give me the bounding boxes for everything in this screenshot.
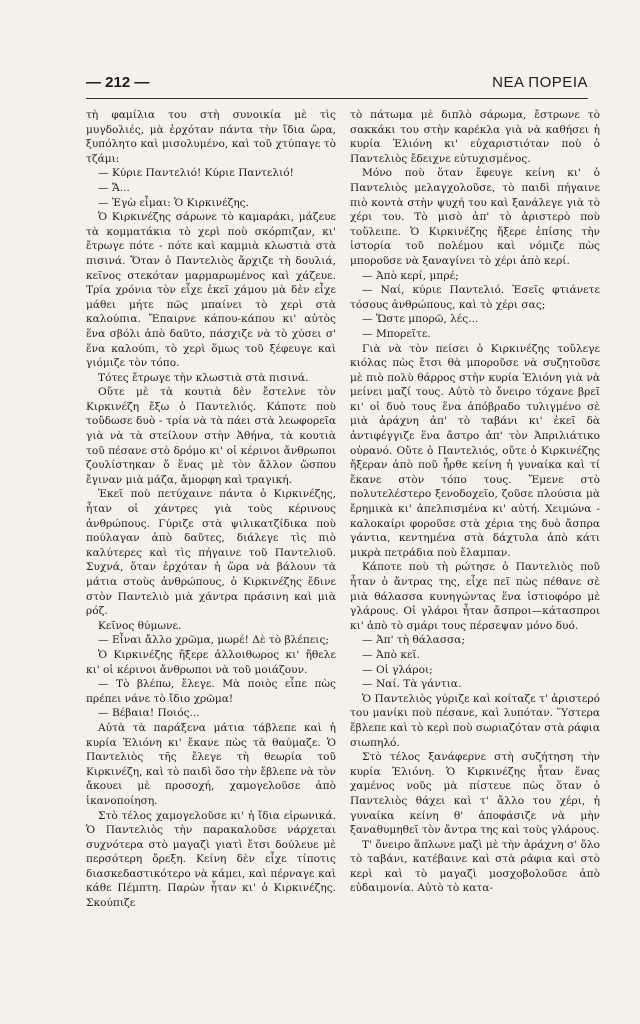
paragraph: Κάποτε ποὺ τὴ ρώτησε ὁ Παντελιὸς ποῦ ἦταν ὁ ἄντρας της, εἶχε πεῖ πὼς πέθανε σὲ μιὰ θάλασσα κυνηγώντας ἕνα ἱστιοφόρο μὲ γλάρους. Οἱ γλάροι ἦταν ἄσπροι—κάτασπροι κι' ἀπὸ τὸ σμάρι τους πέρσεψαν μόνο δυό. xyxy=(350,561,600,632)
paragraph: Οὔτε μὲ τὰ κουτιὰ δὲν ἔστελνε τὸν Κιρκινέζη ἔξω ὁ Παντελιός. Κάποτε ποὺ τοὔδωσε δυὸ - τρία νὰ τὰ πάει στὰ λεωφορεῖα γιὰ νὰ τὰ στείλουν στὴν Ἀθήνα, τὰ κουτιὰ τοῦ πέσανε στὸ δρόμο κι' οἱ κέρινοι ἄνθρωποι ζουλίστηκαν ὅ ἕνας μὲ τὸν ἄλλον ὥσπου ἔγιναν μιὰ μάζα, ἄμορφη καὶ τραγική. xyxy=(86,386,336,486)
dialogue-line: — Ἀπ' τὴ θάλασσα; xyxy=(362,634,466,647)
dialogue-line: — Ὥστε μπορῶ, λές... xyxy=(362,313,479,326)
dialogue-line: — Ἀπὸ κεῖ. xyxy=(362,648,420,661)
dialogue-line: — Τὸ βλέπω, ἔλεγε. Μὰ ποιὸς εἶπε πὼς πρέπει νάνε τὸ ἴδιο χρῶμα! xyxy=(86,678,336,705)
paragraph: Μόνο ποὺ ὅταν ἔφευγε κείνη κι' ὁ Παντελιὸς μελαγχολοῦσε, τὸ παιδὶ πήγαινε πιὸ κοντὰ στὴν ψυχή του καὶ ξανάλεγε γιὰ τὸ χέρι του. Τὸ μισὸ ἀπ' τὸ ἀριστερὸ ποὺ τοὔλειπε. Ὁ Κιρκινέζης ἤξερε ἐπίσης τὴν ἱστορία τοῦ πολέμου καὶ νόμιζε πὼς μποροῦσε νὰ ξαναγίνει τὸ χέρι ἀπὸ κερί. xyxy=(350,167,600,267)
paragraph: τὴ φαμίλια του στὴ συνοικία μὲ τὶς μυγδολιές, μὰ ἐρχόταν πάντα τὴν ἴδια ὥρα, ξυπόλητο καὶ μισολυμένο, καὶ τοῦ χτύπαγε τὸ τζάμι: xyxy=(86,109,336,165)
paragraph: Ὁ Κιρκινέζης ἤξερε ἀλλοιθωρος κι' ἤθελε κι' οἱ κέρινοι ἄνθρωποι νὰ τοῦ μοιάζουν. xyxy=(86,648,336,676)
left-column xyxy=(86,108,336,911)
header-rule xyxy=(86,98,588,99)
paragraph: Κεῖνος θύμωνε. xyxy=(98,619,182,632)
paragraph: τὸ πάτωμα μὲ διπλὸ σάρωμα, ἔστρωνε τὸ σακκάκι του στὴν καρέκλα γιὰ νὰ καθήσει ἡ κυρία Ἐλιόνη κι' εὐχαριστιόταν ποὺ ὁ Παντελιὸς ἔδειχνε εὐτυχισμένος. xyxy=(350,109,600,165)
dialogue-line: — Ἀπὸ κερί, μπρέ; xyxy=(362,269,459,282)
paragraph: Ἐκεῖ ποὺ πετύχαινε πάντα ὁ Κιρκινέζης, ἦταν οἱ χάντρες γιὰ τοὺς κέρινους ἀνθρώπους. Γύριζε στὰ ψιλικατζίδικα ποὺ πούλαγαν ἀπὸ δαῦτες, διάλεγε τὶς πιὸ καλύτερες καὶ τὶς πήγαινε τοῦ Παντελιοῦ. Συχνά, ὅταν ἐρχόταν ἡ ὥρα νὰ βάλουν τὰ μάτια στοὺς ἀνθρώπους, ὁ Κιρκινέζης ἔδινε στὸν Παντελιὸ μιὰ χάντρα πράσινη καὶ μιὰ ρόζ. xyxy=(86,488,336,618)
paragraph: Γιὰ νὰ τὸν πείσει ὁ Κιρκινέζης τοὔλεγε κιόλας πὼς ἔτσι θὰ μποροῦσε νὰ συζητοῦσε μὲ πιὸ πολὺ θάρρος στὴν κυρία Ἐλιόνη γιὰ νὰ μείνει μαζί τους. Αὐτὸ τὸ ὄνειρο τόχανε βρεῖ κι' οἱ δυὸ τους ἕνα ἀπόβραδο τυλιγμένο σὲ μιὰ ἀράχνη ἀπ' τὸ ταβάνι κι' ἐκεῖ δὰ ἀντιφέγγιζε ἕνα ἄστρο ἀπ' τὸν Ἀπριλιάτικο οὐρανό. Οὔτε ὁ Παντελιός, οὔτε ὁ Κιρκινέζης ἤξεραν ἀπὸ ποῦ ἦρθε κείνη ἡ γυναίκα καὶ τί ἔκανε στὸν τόπο τους. Ἔμενε στὸ πολυτελέστερο ξενοδοχεῖο, ζοῦσε πλούσια μὰ ἔρημικὰ κι' ἀπελπισμένα κι' αὐτή. Χειμώνα - καλοκαίρι φοροῦσε στὰ χέρια της δυὸ ἄσπρα γάντια, κεντημένα στὰ δάχτυλα ἀπὸ κάτι μικρὰ πετράδια ποὺ ἔλαμπαν. xyxy=(350,342,600,559)
dialogue-line: — Ἐγὼ εἶμαι: Ὁ Κιρκινέζης. xyxy=(98,196,249,209)
dialogue-line: — Κύριε Παντελιό! Κύριε Παντελιό! xyxy=(98,167,294,180)
dialogue-line: — Βέβαια! Ποιός... xyxy=(98,707,200,720)
dialogue-line: — Ναί. Τὰ γάντια. xyxy=(362,678,462,691)
dialogue-line: — Ἄ... xyxy=(98,181,130,194)
paragraph: Στὸ τέλος χαμογελοῦσε κι' ἡ ἴδια εἰρωνικά. Ὁ Παντελιὸς τὴν παρακαλοῦσε νάρχεται συχνότερα στὸ μαγαζὶ γιατὶ ἔτσι δούλευε μὲ περσότερη ὄρεξη. Κείνη δὲν εἶχε τίποτις διασκεδαστικότερο νὰ κάμει, καὶ πέρναγε καὶ κάθε Πέμπτη. Παρὼν ἦταν κι' ὁ Κιρκινέζης. Σκούπιζε xyxy=(86,809,336,910)
page-number: — 212 — xyxy=(86,74,150,91)
paragraph: Ὁ Κιρκινέζης σάρωνε τὸ καμαράκι, μάζευε τὰ κομματάκια τὸ χερὶ ποὺ σκόρπιζαν, κι' ἔτρωγε πότε - πότε καὶ καμμιὰ κλωστιὰ στὰ πισινά. Ὅταν ὁ Παντελιὸς ἄρχιζε τὴ δουλιά, κεῖνος στεκόταν μαρμαρωμένος καὶ χάζευε. Τρία χρόνια τὸν εἶχε ἐκεῖ χάμου μὰ δὲν εἶχε μάθει μήτε πῶς μπαίνει τὸ χερὶ στὰ καλούπια. Ἔπαιρνε κάπου-κάπου κι' αὐτὸς ἕνα σβόλι ἀπὸ δαῦτο, πάσχιζε νὰ τὸ χύσει σ' ἕνα καλούπι, τὸ χερὶ ὅμως τοῦ ξέφευγε καὶ γιόμιζε τὸν τόπο. xyxy=(86,211,336,370)
paragraph: Τότες ἔτρωγε τὴν κλωστιὰ στὰ πισινά. xyxy=(98,371,309,384)
paragraph: Αὐτὰ τὰ παράξενα μάτια τάβλεπε καὶ ἡ κυρία Ἐλιόνη κι' ἔκανε πὼς τὰ θαύμαζε. Ὁ Παντελιὸς τῆς ἔλεγε τὴ θεωρία τοῦ Κιρκινέζη, καὶ τὸ παιδὶ ὅσο τὴν ἔβλεπε νὰ τὸν ἄκουει μὲ προσοχή, χαμογελοῦσε ἀπὸ ἱκανοποίηση. xyxy=(86,721,336,807)
journal-title: ΝΕΑ ΠΟΡΕΙΑ xyxy=(492,74,588,91)
dialogue-line: — Μπορεῖτε. xyxy=(362,327,431,340)
page-header xyxy=(86,74,588,94)
dialogue-line: — Εἶναι ἄλλο χρῶμα, μωρέ! Δὲ τὸ βλέπεις; xyxy=(98,634,329,647)
dialogue-line: — Ναί, κύριε Παντελιό. Ἐσεῖς φτιάνετε τόσους ἀνθρώπους, καὶ τὸ χέρι σας; xyxy=(350,284,600,311)
paragraph: Τ' ὄνειρο ἅπλωνε μαζὶ μὲ τὴν ἀράχνη σ' ὅλο τὸ ταβάνι, κατέβαινε καὶ στὰ ράφια καὶ στὸ κερὶ καὶ τὸ μαγαζὶ μοσχοβολοῦσε ἀπὸ εὐδαιμονία. Αὐτὸ τὸ κατα- xyxy=(350,838,600,895)
paragraph: Ὁ Παντελιὸς γύριζε καὶ κοίταζε τ' ἀριστερό του μανίκι ποὺ πέσανε, καὶ λυπόταν. Ὕστερα ἔβλεπε καὶ τὸ κερὶ ποὺ σωριαζόταν στὰ ράφια σιωπηλό. xyxy=(350,692,600,749)
dialogue-line: — Οἱ γλάροι; xyxy=(362,663,433,676)
right-column xyxy=(350,108,600,896)
paragraph: Στὸ τέλος ξανάφερνε στὴ συζήτηση τὴν κυρία Ἐλιόνη. Ὁ Κιρκινέζης ἦταν ἕνας χαμένος νοῦς μὰ πίστευε πὼς ὅταν ὁ Παντελιὸς θάχει καὶ τ' ἄλλο του χέρι, ἡ γυναίκα κείνη θ' ἀποφάσιζε νὰ μὴν ξαναθυμηθεῖ τὸν ἄντρα της καὶ τοὺς γλάρους. xyxy=(350,751,600,837)
